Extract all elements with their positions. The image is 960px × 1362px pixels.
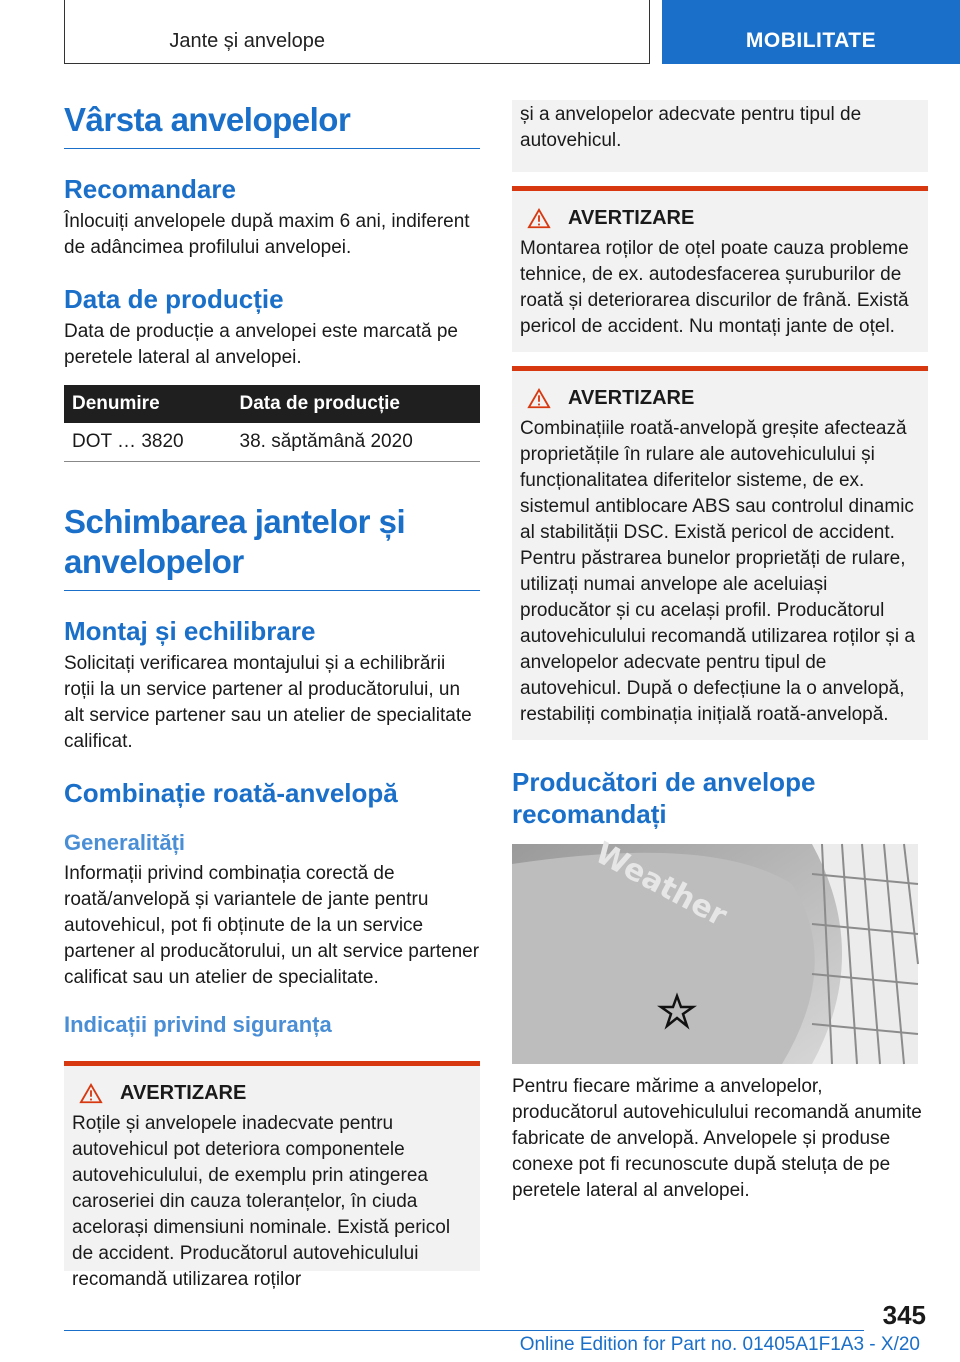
text-mounting: Solicitați verificarea montajului și a echilibrării roții la un service partener al producătorului, un alt service partener sau un atelier de specialitate calificat. [64, 653, 472, 752]
heading-mounting: Montaj și echilibrare [64, 616, 316, 646]
heading-change-wheels: Schimbarea jantelor și anvelopelor [64, 503, 406, 580]
warning-title: AVERTIZARE [568, 207, 695, 229]
tire-star-marking-image [512, 835, 918, 1064]
footer-edition: Online Edition for Part no. 01405A1F1A3 - X/20 [519, 1334, 920, 1355]
warning-text: Roțile și anvelopele inadecvate pentru autovehicul pot deteriora componentele autovehiculului, de exemplu prin atingerea caroseriei din cauza toleranțelor, în ciuda acelorași dimensiuni nominale. Există pericol de accident. Producătorul autovehiculului recomandă utilizarea roților [72, 1113, 451, 1290]
heading-general: Generalități [64, 830, 186, 855]
text-recommendation: Înlocuiți anvelopele după maxim 6 ani, indiferent de adâncimea profilului anvelopei. [64, 211, 470, 258]
footer-rule [64, 1330, 864, 1331]
warning-title: AVERTIZARE [568, 387, 695, 409]
production-date-table [64, 385, 480, 462]
warning-triangle-icon [528, 388, 550, 410]
heading-wheel-tire-combo: Combinație roată-anvelopă [64, 778, 398, 808]
left-column [64, 100, 480, 1290]
warning-triangle-icon [528, 208, 550, 230]
text-recommended-makers: Pentru fiecare mărime a anvelopelor, producătorul autovehiculului recomandă anumite fabricate de anvelopă. Anvelopele și produse conexe pot fi recunoscute după steluța de pe peretele lateral al anvelopei. [512, 1076, 922, 1201]
table-row [64, 423, 480, 462]
heading-rule [64, 590, 480, 591]
warning-box-continued [512, 100, 928, 172]
text-general: Informații privind combinația corectă de roată/anvelopă și variantele de jante pentru autovehicul, pot fi obținute de la un service partener al producătorului, un alt service partener calificat sau un atelier de specialitate. [64, 863, 480, 988]
header-section-title: Jante și anvelope [169, 30, 325, 52]
table-cell: DOT … 3820 [64, 423, 232, 462]
heading-safety: Indicații privind siguranța [64, 1012, 332, 1037]
warning-box [512, 366, 928, 740]
warning-text: Combinațiile roată-anvelopă greșite afectează proprietățile în rulare ale autovehiculului și funcționalitatea diferitelor sisteme, de ex. sistemul antiblocare ABS sau controlul dinamic al stabilității DSC. Există pericol de accident. Pentru păstrarea bunelor proprietăți de rulare, utilizați numai anvelope ale aceluiași producător și cu același profil. Producătorul autovehiculului recomandă utilizarea roților și a anvelopelor adecvate pentru tipul de autovehicul. După o defecțiune la o anvelopă, restabiliți combinația inițială roată-anvelopă. [520, 418, 915, 725]
text-production-date: Data de producție a anvelopei este marcată pe peretele lateral al anvelopei. [64, 321, 458, 368]
warning-text: Montarea roților de oțel poate cauza probleme tehnice, de ex. autodesfacerea șuruburilor de roată și deteriorarea discurilor de frână. Există pericol de accident. Nu montați jante de oțel. [520, 238, 909, 337]
table-header: Denumire [64, 385, 232, 423]
header-chapter-tab[interactable]: MOBILITATE [662, 0, 960, 64]
heading-rule [64, 148, 480, 149]
page-number: 345 [882, 1300, 926, 1330]
heading-recommendation: Recomandare [64, 174, 236, 204]
heading-recommended-makers: Producători de anvelope recomandați [512, 767, 816, 829]
header-box [64, 0, 650, 64]
warning-title: AVERTIZARE [120, 1082, 247, 1104]
right-column [512, 100, 928, 1204]
heading-tire-age: Vârsta anvelopelor [64, 101, 351, 138]
warning-box [512, 186, 928, 352]
warning-box [64, 1061, 480, 1290]
table-header: Data de producție [232, 385, 480, 423]
heading-production-date: Data de producție [64, 284, 284, 314]
tire-sidewall-text: Weather [589, 835, 733, 934]
warning-triangle-icon [80, 1083, 102, 1105]
warning-text: și a anvelopelor adecvate pentru tipul de autovehicul. [520, 104, 862, 151]
table-cell: 38. săptămână 2020 [232, 423, 480, 462]
